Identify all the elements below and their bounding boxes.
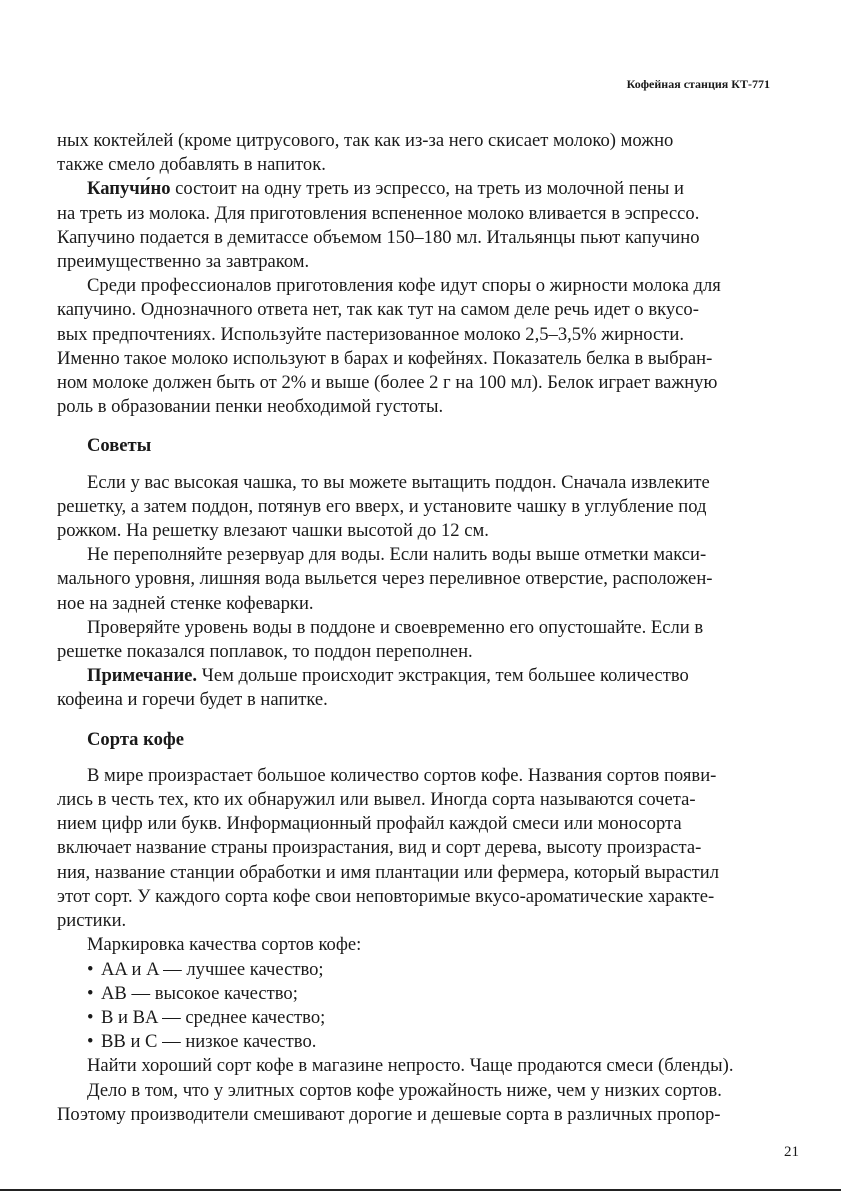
text-line: Если у вас высокая чашка, то вы можете вытащить поддон. Сначала извлеките — [87, 471, 710, 493]
section-heading-varieties: Сорта кофе — [87, 728, 185, 750]
text-line: также смело добавлять в напиток. — [57, 154, 326, 176]
list-item — [57, 982, 775, 1006]
list-item-text: BB и C — низкое качество. — [101, 1031, 317, 1053]
text-line: Среди профессионалов приготовления кофе идут споры о жирности молока для — [87, 275, 721, 297]
text-run: состоит на одну треть из эспрессо, на треть из молочной пены и — [170, 178, 685, 200]
text-line: кофеина и горечи будет в напитке. — [57, 689, 328, 711]
text-line: рожком. На решетку влезают чашки высотой до 12 см. — [57, 520, 489, 542]
bullet-marker: • — [87, 1031, 94, 1053]
list-item-text: AA и A — лучшее качество; — [101, 958, 324, 980]
section-heading-tips: Советы — [87, 435, 152, 457]
text-line: ное на задней стенке кофеварки. — [57, 592, 314, 614]
list-item — [57, 958, 775, 982]
text-line: роль в образовании пенки необходимой густоты. — [57, 396, 444, 418]
page-body — [57, 129, 775, 1127]
text-line: ных коктейлей (кроме цитрусового, так как из-за него скисает молоко) можно — [57, 130, 674, 151]
text-line: включает название страны произрастания, вид и сорт дерева, высоту произраста- — [57, 837, 702, 859]
list-item — [57, 1006, 775, 1030]
text-line: нием цифр или букв. Информационный профайл каждой смеси или моносорта — [57, 813, 682, 835]
text-line: на треть из молока. Для приготовления вспененное молоко вливается в эспрессо. — [57, 202, 700, 224]
bullet-marker: • — [87, 1006, 94, 1028]
text-line: ния, название станции обработки и имя плантации или фермера, который вырастил — [57, 861, 719, 883]
text-line: Проверяйте уровень воды в поддоне и своевременно его опустошайте. Если в — [87, 616, 704, 638]
page-number: 21 — [784, 1144, 799, 1160]
text-line: этот сорт. У каждого сорта кофе свои неповторимые вкусо-ароматические характе- — [57, 885, 715, 907]
text-line: ном молоке должен быть от 2% и выше (более 2 г на 100 мл). Белок играет важную — [57, 372, 718, 394]
running-header: Кофейная станция КТ-771 — [626, 77, 770, 91]
term-cappuccino: Капучи́но — [87, 178, 171, 200]
text-run: Чем дольше происходит экстракция, тем большее количество — [197, 665, 689, 687]
text-line: Найти хороший сорт кофе в магазине непросто. Чаще продаются смеси (бленды). — [87, 1055, 734, 1077]
text-line: В мире произрастает большое количество сортов кофе. Названия сортов появи- — [87, 764, 717, 786]
paragraph-first-line — [57, 664, 775, 688]
text-line: Капучино подается в демитассе объемом 150–180 мл. Итальянцы пьют капучино — [57, 226, 700, 248]
text-line: Именно такое молоко используют в барах и кофейнях. Показатель белка в выбран- — [57, 347, 713, 369]
list-item-text: AB — высокое качество; — [101, 982, 298, 1004]
text-line: решетку, а затем поддон, потянув его вверх, и установите чашку в углубление под — [57, 495, 707, 517]
paragraph-first-line — [57, 177, 775, 201]
text-line: решетке показался поплавок, то поддон переполнен. — [57, 641, 473, 663]
bullet-marker: • — [87, 982, 94, 1004]
text-line: Поэтому производители смешивают дорогие и дешевые сорта в различных пропор- — [57, 1103, 721, 1125]
list-item — [57, 1030, 775, 1054]
text-line: ристики. — [57, 910, 127, 932]
text-line: вых предпочтениях. Используйте пастеризованное молоко 2,5–3,5% жирности. — [57, 323, 685, 345]
note-label: Примечание. — [87, 665, 198, 687]
text-line: капучино. Однозначного ответа нет, так как тут на самом деле речь идет о вкусо- — [57, 299, 699, 321]
list-item-text: B и BA — среднее качество; — [101, 1006, 326, 1028]
text-line: преимущественно за завтраком. — [57, 251, 310, 273]
text-line: мального уровня, лишняя вода выльется через переливное отверстие, расположен- — [57, 568, 713, 590]
text-line: Дело в том, что у элитных сортов кофе урожайность ниже, чем у низких сортов. — [87, 1079, 722, 1101]
bullet-marker: • — [87, 958, 94, 980]
text-line: Не переполняйте резервуар для воды. Если налить воды выше отметки макси- — [87, 544, 707, 566]
text-line: Маркировка качества сортов кофе: — [87, 934, 362, 956]
text-line: лись в честь тех, кто их обнаружил или вывел. Иногда сорта называются сочета- — [57, 789, 696, 811]
